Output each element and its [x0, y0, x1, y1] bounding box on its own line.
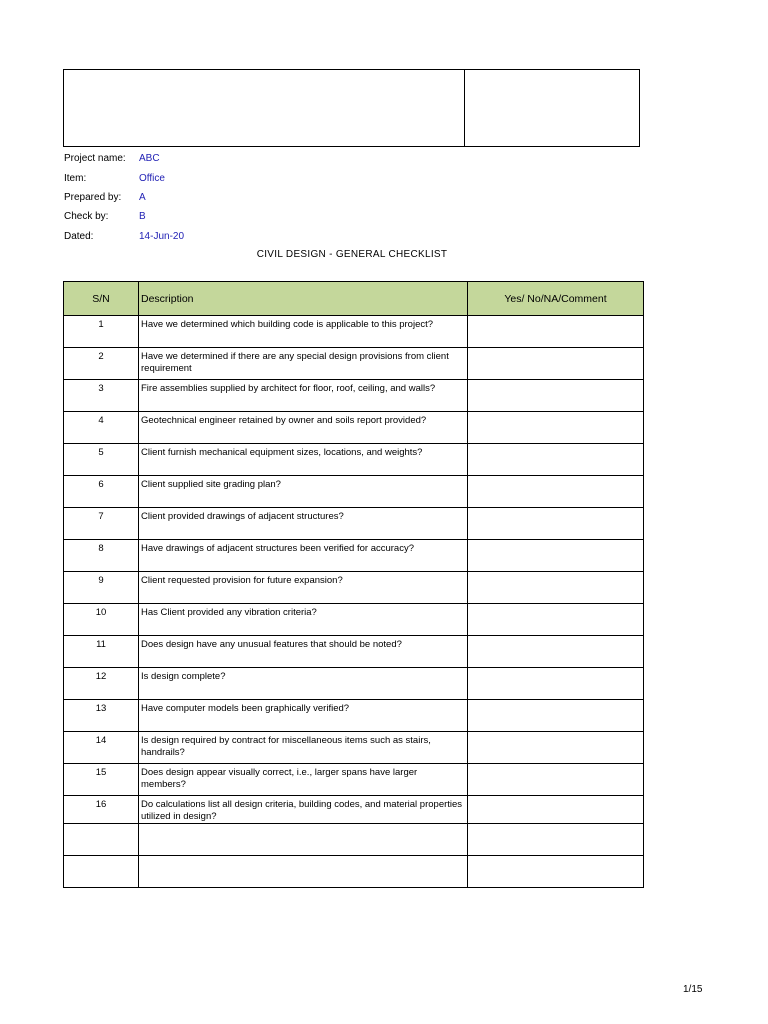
- row-answer-cell[interactable]: [468, 444, 644, 476]
- table-row: [64, 668, 644, 700]
- table-row: [64, 764, 644, 796]
- table-row: [64, 540, 644, 572]
- row-sn: 14: [64, 732, 139, 764]
- row-answer-cell[interactable]: [468, 732, 644, 764]
- row-sn: 6: [64, 476, 139, 508]
- row-answer-cell[interactable]: [468, 824, 644, 856]
- row-sn: 1: [64, 316, 139, 348]
- row-description: Have we determined if there are any special design provisions from client requirement: [139, 348, 468, 380]
- row-sn: 2: [64, 348, 139, 380]
- row-sn: 11: [64, 636, 139, 668]
- row-answer-cell[interactable]: [468, 540, 644, 572]
- row-answer-cell[interactable]: [468, 604, 644, 636]
- row-description: Have computer models been graphically verified?: [139, 700, 468, 732]
- row-answer-cell[interactable]: [468, 508, 644, 540]
- row-sn: 8: [64, 540, 139, 572]
- table-row-empty: [64, 856, 644, 888]
- row-answer-cell[interactable]: [468, 796, 644, 824]
- row-sn: [64, 856, 139, 888]
- header-answer: Yes/ No/NA/Comment: [468, 282, 644, 316]
- row-answer-cell[interactable]: [468, 636, 644, 668]
- row-description[interactable]: [139, 856, 468, 888]
- check-by-label: Check by:: [64, 211, 109, 222]
- row-sn: 10: [64, 604, 139, 636]
- header-info-cell: [465, 70, 639, 146]
- row-description: Does design appear visually correct, i.e., larger spans have larger members?: [139, 764, 468, 796]
- prepared-by-label: Prepared by:: [64, 192, 122, 203]
- row-description: Fire assemblies supplied by architect for floor, roof, ceiling, and walls?: [139, 380, 468, 412]
- row-sn: 3: [64, 380, 139, 412]
- row-sn: [64, 824, 139, 856]
- document-header-box: [63, 69, 640, 147]
- row-answer-cell[interactable]: [468, 412, 644, 444]
- table-row: [64, 380, 644, 412]
- table-row: [64, 508, 644, 540]
- item-label: Item:: [64, 173, 87, 184]
- header-description: Description: [139, 282, 468, 316]
- row-answer-cell[interactable]: [468, 700, 644, 732]
- project-name-value: ABC: [139, 153, 160, 164]
- header-sn: S/N: [64, 282, 139, 316]
- table-row: [64, 636, 644, 668]
- page-number: 1/15: [683, 984, 703, 995]
- row-description: Does design have any unusual features that should be noted?: [139, 636, 468, 668]
- row-description: Is design required by contract for miscellaneous items such as stairs, handrails?: [139, 732, 468, 764]
- row-sn: 9: [64, 572, 139, 604]
- row-answer-cell[interactable]: [468, 572, 644, 604]
- row-description: Client requested provision for future expansion?: [139, 572, 468, 604]
- row-sn: 5: [64, 444, 139, 476]
- row-sn: 13: [64, 700, 139, 732]
- row-answer-cell[interactable]: [468, 476, 644, 508]
- table-row: [64, 316, 644, 348]
- row-sn: 12: [64, 668, 139, 700]
- table-row: [64, 348, 644, 380]
- row-sn: 16: [64, 796, 139, 824]
- row-description: Client provided drawings of adjacent structures?: [139, 508, 468, 540]
- table-row: [64, 732, 644, 764]
- table-row: [64, 604, 644, 636]
- row-answer-cell[interactable]: [468, 348, 644, 380]
- row-answer-cell[interactable]: [468, 764, 644, 796]
- checklist-table: [63, 281, 644, 888]
- row-answer-cell[interactable]: [468, 380, 644, 412]
- dated-value: 14-Jun-20: [139, 231, 185, 242]
- table-row: [64, 412, 644, 444]
- prepared-by-value: A: [139, 192, 146, 203]
- row-sn: 7: [64, 508, 139, 540]
- checklist-title: CIVIL DESIGN - GENERAL CHECKLIST: [256, 249, 448, 260]
- table-row: [64, 476, 644, 508]
- row-sn: 15: [64, 764, 139, 796]
- row-description: Geotechnical engineer retained by owner and soils report provided?: [139, 412, 468, 444]
- row-description: Client supplied site grading plan?: [139, 476, 468, 508]
- table-row: [64, 700, 644, 732]
- row-description: Have we determined which building code is applicable to this project?: [139, 316, 468, 348]
- row-description: Have drawings of adjacent structures been verified for accuracy?: [139, 540, 468, 572]
- row-description: Client furnish mechanical equipment sizes, locations, and weights?: [139, 444, 468, 476]
- row-description: Has Client provided any vibration criteria?: [139, 604, 468, 636]
- row-description: Is design complete?: [139, 668, 468, 700]
- row-answer-cell[interactable]: [468, 668, 644, 700]
- row-sn: 4: [64, 412, 139, 444]
- table-row-empty: [64, 824, 644, 856]
- table-header-row: [64, 282, 644, 316]
- dated-label: Dated:: [64, 231, 94, 242]
- row-description[interactable]: [139, 824, 468, 856]
- table-row: [64, 444, 644, 476]
- row-answer-cell[interactable]: [468, 316, 644, 348]
- table-row: [64, 572, 644, 604]
- row-answer-cell[interactable]: [468, 856, 644, 888]
- check-by-value: B: [139, 211, 146, 222]
- table-row: [64, 796, 644, 824]
- project-name-label: Project name:: [64, 153, 126, 164]
- header-logo-cell: [64, 70, 465, 146]
- row-description: Do calculations list all design criteria, building codes, and material properties utilized in design?: [139, 796, 468, 824]
- item-value: Office: [139, 173, 165, 184]
